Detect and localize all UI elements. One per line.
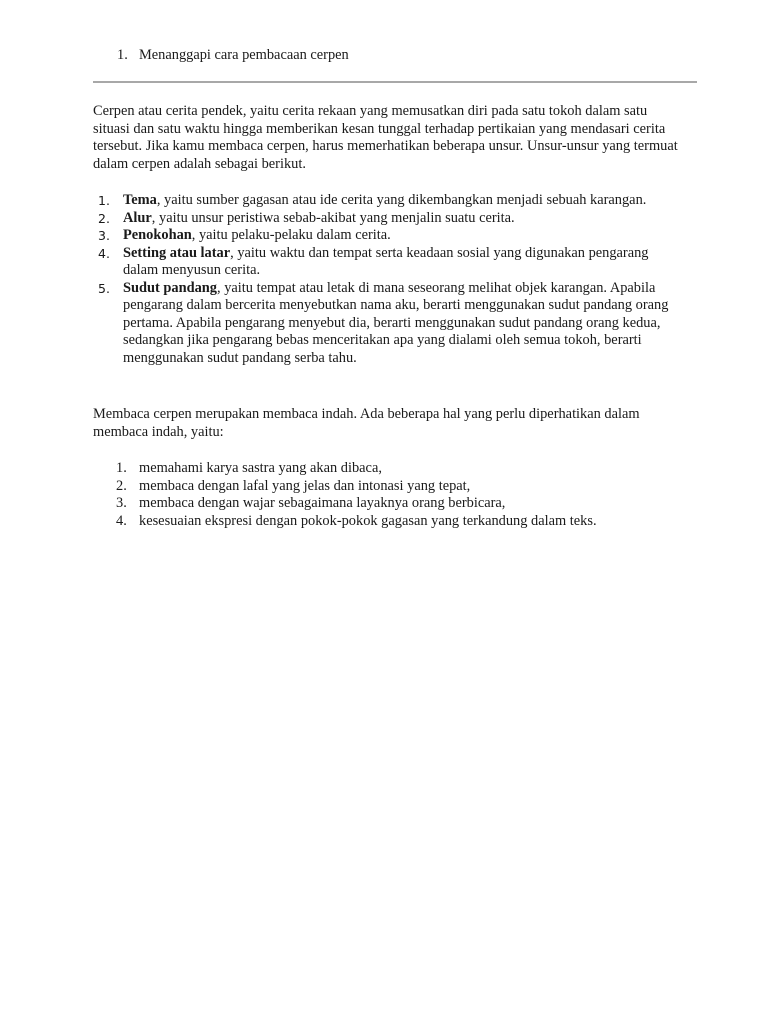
list-item-term: Penokohan	[123, 227, 192, 243]
intro-paragraph: Cerpen atau cerita pendek, yaitu cerita rekaan yang memusatkan diri pada satu tokoh dalam satu situasi dan satu waktu hingga memberikan kesan tunggal terhadap pertikaian yang mendasari cerita tersebut. Jika kamu membaca cerpen, harus memerhatikan beberapa unsur. Unsur-unsur yang termuat dalam cerpen adalah sebagai berikut.	[93, 103, 678, 172]
list-item-text: membaca dengan wajar sebagaimana layaknya orang berbicara,	[139, 495, 506, 511]
list-item	[98, 210, 678, 228]
list-item	[98, 192, 678, 210]
heading-text: Menanggapi cara pembacaan cerpen	[139, 47, 349, 63]
list-item-term: Sudut pandang	[123, 279, 218, 296]
list-item	[98, 245, 678, 280]
reading-paragraph: Membaca cerpen merupakan membaca indah. Ada beberapa hal yang perlu diperhatikan dalam membaca indah, yaitu:	[93, 406, 640, 440]
list-item-number: 4.	[116, 512, 127, 529]
heading-number: 1.	[117, 47, 128, 63]
list-item	[116, 478, 696, 496]
story-elements-list	[98, 192, 678, 367]
list-item-number: 2.	[116, 477, 127, 494]
list-item-term: Tema	[123, 192, 157, 208]
list-item	[116, 460, 696, 478]
list-item	[116, 513, 696, 531]
list-item-number: 1.	[98, 193, 110, 208]
reading-guidelines-list	[116, 460, 696, 530]
list-item-text: memahami karya sastra yang akan dibaca,	[139, 460, 382, 476]
list-item-term: Alur	[123, 209, 152, 226]
list-item-term: Setting atau latar	[123, 244, 231, 261]
list-item-text: kesesuaian ekspresi dengan pokok-pokok gagasan yang terkandung dalam teks.	[139, 512, 597, 529]
list-item-description: , yaitu unsur peristiwa sebab-akibat yang menjalin suatu cerita.	[151, 209, 515, 226]
horizontal-divider	[93, 81, 697, 83]
list-item-text: membaca dengan lafal yang jelas dan intonasi yang tepat,	[139, 477, 471, 494]
list-item-number: 3.	[98, 228, 110, 243]
list-item	[98, 227, 678, 245]
list-item-number: 2.	[98, 210, 110, 226]
list-item	[116, 495, 696, 513]
list-item-number: 4.	[98, 245, 110, 261]
list-item-number: 1.	[116, 460, 127, 476]
list-item-number: 3.	[116, 495, 127, 511]
list-item-description: , yaitu waktu dan tempat serta keadaan sosial yang digunakan pengarang dalam menyusun cerita.	[123, 244, 649, 278]
list-item-description: , yaitu tempat atau letak di mana seseorang melihat objek karangan. Apabila pengarang dalam bercerita menyebutkan nama aku, berarti menggunakan sudut pandang orang pertama. Apabila pengarang menyebut dia, berarti menggunakan sudut pandang orang kedua, sedangkan jika pengarang bebas menceritakan apa yang dialami oleh semua tokoh, berarti menggunakan sudut pandang serba tahu.	[123, 279, 669, 366]
list-item-number: 5.	[98, 280, 110, 296]
heading-list-item	[117, 47, 349, 65]
list-item-description: , yaitu sumber gagasan atau ide cerita yang dikembangkan menjadi sebuah karangan.	[156, 192, 647, 208]
list-item	[98, 280, 678, 368]
list-item-description: , yaitu pelaku-pelaku dalam cerita.	[191, 227, 391, 243]
